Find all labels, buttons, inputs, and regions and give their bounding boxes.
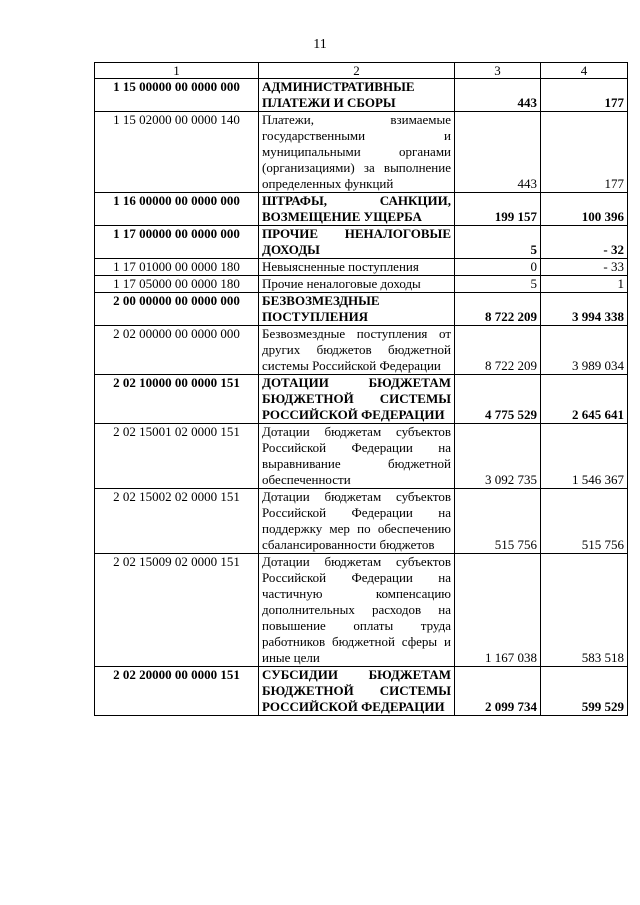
table-row xyxy=(95,554,628,667)
row-value-2-cell: 100 396 xyxy=(541,193,628,226)
row-value-2-cell: 599 529 xyxy=(541,667,628,716)
table-row xyxy=(95,112,628,193)
row-value-2-cell: 177 xyxy=(541,112,628,193)
table-row xyxy=(95,424,628,489)
row-value-1-cell: 8 722 209 xyxy=(455,293,541,326)
row-name-cell: СУБСИДИИ БЮДЖЕТАМ БЮДЖЕТНОЙ СИСТЕМЫ РОССИЙСКОЙ ФЕДЕРАЦИИ xyxy=(259,667,455,716)
page-number: 11 xyxy=(313,37,327,52)
row-value-2-cell: - 33 xyxy=(541,259,628,276)
table-row xyxy=(95,193,628,226)
row-value-2-cell: 1 xyxy=(541,276,628,293)
row-code-cell: 1 16 00000 00 0000 000 xyxy=(95,193,259,226)
row-name-cell: Безвозмездные поступления от других бюджетов бюджетной системы Российской Федерации xyxy=(259,326,455,375)
table-row xyxy=(95,293,628,326)
row-value-2-cell: - 32 xyxy=(541,226,628,259)
row-code-cell: 2 02 15009 02 0000 151 xyxy=(95,554,259,667)
column-header-code: 1 xyxy=(95,63,259,79)
row-value-1-cell: 515 756 xyxy=(455,489,541,554)
row-value-1-cell: 199 157 xyxy=(455,193,541,226)
row-value-1-cell: 2 099 734 xyxy=(455,667,541,716)
table-header-row xyxy=(95,63,628,79)
table-row xyxy=(95,259,628,276)
table-row xyxy=(95,375,628,424)
row-value-1-cell: 443 xyxy=(455,79,541,112)
row-name-cell: Дотации бюджетам субъектов Российской Федерации на поддержку мер по обеспечению сбалансированности бюджетов xyxy=(259,489,455,554)
row-value-1-cell: 8 722 209 xyxy=(455,326,541,375)
row-value-1-cell: 0 xyxy=(455,259,541,276)
row-name-cell: Прочие неналоговые доходы xyxy=(259,276,455,293)
row-name-cell: Дотации бюджетам субъектов Российской Федерации на частичную компенсацию дополнительных расходов на повышение оплаты труда работников бюджетной сферы и иные цели xyxy=(259,554,455,667)
row-value-2-cell: 2 645 641 xyxy=(541,375,628,424)
row-code-cell: 2 02 10000 00 0000 151 xyxy=(95,375,259,424)
row-value-2-cell: 177 xyxy=(541,79,628,112)
row-code-cell: 2 02 20000 00 0000 151 xyxy=(95,667,259,716)
row-name-cell: АДМИНИСТРАТИВНЫЕ ПЛАТЕЖИ И СБОРЫ xyxy=(259,79,455,112)
row-code-cell: 1 17 01000 00 0000 180 xyxy=(95,259,259,276)
column-header-name: 2 xyxy=(259,63,455,79)
row-value-1-cell: 5 xyxy=(455,276,541,293)
table-body xyxy=(95,79,628,716)
table-row xyxy=(95,667,628,716)
row-code-cell: 1 15 00000 00 0000 000 xyxy=(95,79,259,112)
table-row xyxy=(95,489,628,554)
row-code-cell: 1 17 05000 00 0000 180 xyxy=(95,276,259,293)
row-name-cell: ПРОЧИЕ НЕНАЛОГОВЫЕ ДОХОДЫ xyxy=(259,226,455,259)
row-value-2-cell: 583 518 xyxy=(541,554,628,667)
budget-revenue-table xyxy=(94,62,628,716)
row-name-cell: БЕЗВОЗМЕЗДНЫЕ ПОСТУПЛЕНИЯ xyxy=(259,293,455,326)
row-value-2-cell: 3 989 034 xyxy=(541,326,628,375)
row-name-cell: Невыясненные поступления xyxy=(259,259,455,276)
row-code-cell: 2 02 00000 00 0000 000 xyxy=(95,326,259,375)
row-code-cell: 1 17 00000 00 0000 000 xyxy=(95,226,259,259)
row-value-2-cell: 515 756 xyxy=(541,489,628,554)
row-name-cell: ДОТАЦИИ БЮДЖЕТАМ БЮДЖЕТНОЙ СИСТЕМЫ РОССИЙСКОЙ ФЕДЕРАЦИИ xyxy=(259,375,455,424)
row-code-cell: 2 02 15002 02 0000 151 xyxy=(95,489,259,554)
row-code-cell: 2 00 00000 00 0000 000 xyxy=(95,293,259,326)
row-code-cell: 1 15 02000 00 0000 140 xyxy=(95,112,259,193)
column-header-value-2: 4 xyxy=(541,63,628,79)
row-value-1-cell: 5 xyxy=(455,226,541,259)
row-value-1-cell: 4 775 529 xyxy=(455,375,541,424)
row-value-1-cell: 3 092 735 xyxy=(455,424,541,489)
table-row xyxy=(95,276,628,293)
table-row xyxy=(95,79,628,112)
column-header-value-1: 3 xyxy=(455,63,541,79)
row-name-cell: Платежи, взимаемые государственными и муниципальными органами (организациями) за выполнение определенных функций xyxy=(259,112,455,193)
row-code-cell: 2 02 15001 02 0000 151 xyxy=(95,424,259,489)
row-value-1-cell: 443 xyxy=(455,112,541,193)
row-value-2-cell: 1 546 367 xyxy=(541,424,628,489)
table-row xyxy=(95,226,628,259)
row-name-cell: Дотации бюджетам субъектов Российской Федерации на выравнивание бюджетной обеспеченности xyxy=(259,424,455,489)
row-value-1-cell: 1 167 038 xyxy=(455,554,541,667)
row-name-cell: ШТРАФЫ, САНКЦИИ, ВОЗМЕЩЕНИЕ УЩЕРБА xyxy=(259,193,455,226)
table-row xyxy=(95,326,628,375)
row-value-2-cell: 3 994 338 xyxy=(541,293,628,326)
